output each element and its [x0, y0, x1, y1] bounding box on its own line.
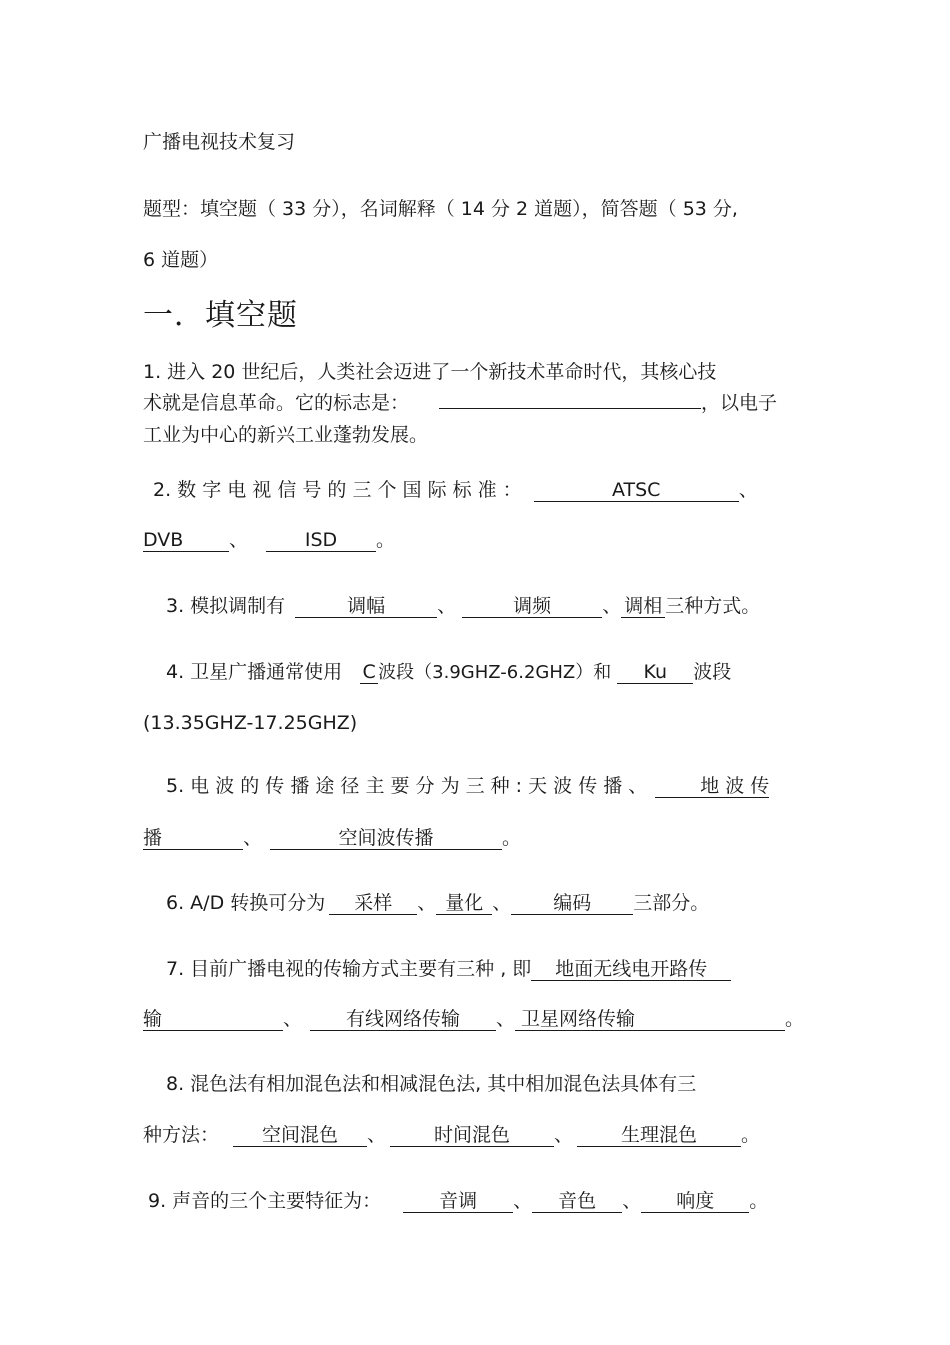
q6-end: 三部分。	[633, 892, 710, 914]
q1-line2	[143, 391, 777, 415]
q7-answer-1-part2: 输	[143, 1009, 283, 1031]
q2-line1	[153, 478, 758, 502]
q5-answer-1-part1: 地 波 传	[655, 776, 769, 798]
q8-pre: 种方法：	[143, 1124, 220, 1146]
q4-mid: 波段（3.9GHZ-6.2GHZ）和	[378, 662, 612, 683]
q7-line2	[143, 1007, 804, 1031]
q8-answer-2: 时间混色	[390, 1125, 554, 1147]
q3-end: 三种方式。	[665, 595, 761, 617]
q9-end: 。	[749, 1190, 769, 1212]
q7-answer-3: 卫星网络传输	[515, 1009, 785, 1031]
q2-answer-isd: ISD	[266, 530, 376, 552]
q3-answer-2: 调频	[462, 596, 602, 618]
q4-line1	[166, 660, 731, 685]
q5-line1	[166, 774, 769, 798]
q8-sep2: 、	[554, 1124, 574, 1146]
q9-sep2: 、	[622, 1190, 642, 1212]
q6-pre: 6. A/D 转换可分为	[166, 892, 326, 914]
q1-line2-pre: 术就是信息革命。它的标志是：	[143, 392, 410, 414]
q3-sep1: 、	[437, 595, 457, 617]
q1-line3: 工业为中心的新兴工业蓬勃发展。	[143, 424, 429, 446]
q5-answer-1-part2: 播	[143, 828, 243, 850]
q5-line2	[143, 826, 521, 850]
q5-sep: 、	[243, 827, 263, 849]
q9-answer-3: 响度	[641, 1191, 749, 1213]
q7-pre: 7. 目前广播电视的传输方式主要有三种 , 即	[166, 958, 532, 980]
q3-answer-3: 调相	[621, 596, 665, 618]
section-heading: 一．填空题	[143, 298, 298, 333]
q4-answer-c: C	[360, 662, 378, 684]
q7-end: 。	[785, 1008, 805, 1030]
q9-answer-2: 音色	[532, 1191, 622, 1213]
q8-line2	[143, 1123, 760, 1147]
q4-line2: (13.35GHZ-17.25GHZ)	[143, 712, 358, 734]
q9-pre: 9. 声音的三个主要特征为：	[148, 1190, 382, 1212]
q8-sep1: 、	[367, 1124, 387, 1146]
q3-answer-1: 调幅	[295, 596, 437, 618]
q8-answer-1: 空间混色	[233, 1125, 367, 1147]
q9-answer-1: 音调	[403, 1191, 513, 1213]
q2-answer-atsc: ATSC	[534, 480, 739, 502]
question-types-line2: 6 道题）	[143, 249, 219, 271]
q2-end: 。	[376, 529, 396, 551]
q3-sep2: 、	[602, 595, 622, 617]
q3-line	[166, 594, 760, 618]
question-types-line1: 题型：填空题（ 33 分），名词解释（ 14 分 2 道题），简答题（ 53 分,	[143, 198, 738, 220]
q4-pre: 4. 卫星广播通常使用	[166, 661, 343, 683]
q2-line2	[143, 528, 395, 552]
q1-blank	[439, 408, 701, 409]
q2-sep1: 、	[738, 479, 758, 501]
q6-answer-3: 编码	[511, 893, 633, 915]
q5-answer-2: 空间波传播	[270, 828, 502, 850]
q6-answer-1: 采样	[329, 893, 417, 915]
q3-pre: 3. 模拟调制有	[166, 595, 286, 617]
q6-sep1: 、	[417, 892, 437, 914]
q5-pre: 5. 电 波 的 传 播 途 径 主 要 分 为 三 种 : 天 波 传 播 、	[166, 775, 648, 797]
q5-end: 。	[502, 827, 522, 849]
q2-sep2: 、	[229, 529, 249, 551]
q1-line2-post: ，以电子	[701, 392, 778, 414]
q1-line1: 1. 进入 20 世纪后，人类社会迈进了一个新技术革命时代，其核心技	[143, 361, 717, 383]
q9-sep1: 、	[513, 1190, 533, 1212]
doc-title: 广播电视技术复习	[143, 131, 296, 153]
q4-post: 波段	[693, 661, 732, 683]
q4-answer-ku: Ku	[617, 662, 693, 684]
q8-line1: 8. 混色法有相加混色法和相减混色法, 其中相加混色法具体有三	[166, 1073, 697, 1095]
q2-pre: 2. 数 字 电 视 信 号 的 三 个 国 际 标 准 ：	[153, 479, 522, 501]
q8-answer-3: 生理混色	[577, 1125, 741, 1147]
q6-answer-2: 量化	[436, 893, 492, 915]
q6-line	[166, 891, 709, 915]
q7-answer-1-part1: 地面无线电开路传	[531, 959, 731, 981]
q7-answer-2: 有线网络传输	[310, 1009, 496, 1031]
q2-answer-dvb: DVB	[143, 530, 229, 552]
q8-end: 。	[741, 1124, 761, 1146]
q7-sep1: 、	[283, 1008, 303, 1030]
q9-line	[148, 1189, 768, 1213]
q6-sep2: 、	[492, 892, 512, 914]
q7-line1	[166, 957, 731, 981]
q7-sep2: 、	[496, 1008, 516, 1030]
